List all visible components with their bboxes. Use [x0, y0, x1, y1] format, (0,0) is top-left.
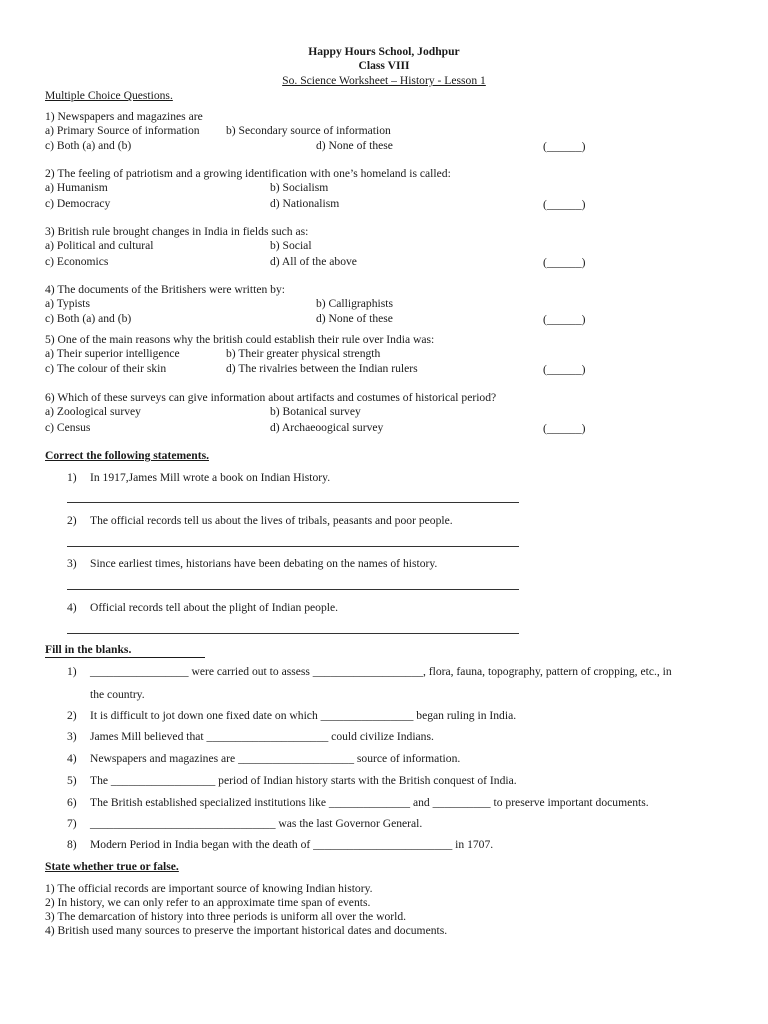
fill-number-1: 1) [67, 665, 77, 678]
answer-blank-6: (______) [543, 422, 586, 435]
mcq-option-6b: b) Botanical survey [270, 405, 361, 418]
fill-item-2: It is difficult to jot down one fixed date on which ________________ began ruling in India. [90, 709, 517, 722]
answer-blank-5: (______) [543, 363, 586, 376]
fill-number-5: 5) [67, 774, 77, 787]
mcq-option-5a: a) Their superior intelligence [45, 347, 180, 360]
mcq-question-6: 6) Which of these surveys can give information about artifacts and costumes of historical period? [45, 391, 497, 404]
answer-line-4 [67, 633, 519, 634]
fill-number-2: 2) [67, 709, 77, 722]
mcq-question-4: 4) The documents of the Britishers were written by: [45, 283, 285, 296]
mcq-question-3: 3) British rule brought changes in India in fields such as: [45, 225, 309, 238]
fill-number-3: 3) [67, 730, 77, 743]
correct-number-2: 2) [67, 514, 77, 527]
correct-number-3: 3) [67, 557, 77, 570]
true-false-item-3: 3) The demarcation of history into three periods is uniform all over the world. [45, 910, 407, 923]
school-name: Happy Hours School, Jodhpur [308, 45, 460, 58]
mcq-option-5b: b) Their greater physical strength [226, 347, 381, 360]
class-label: Class VIII [358, 59, 410, 72]
answer-line-3 [67, 589, 519, 590]
mcq-heading: Multiple Choice Questions. [45, 89, 173, 102]
answer-blank-2: (______) [543, 198, 586, 211]
fill-item-1: _________________ were carried out to assess ___________________, flora, fauna, topography, pattern of cropping, etc., in [90, 665, 672, 678]
correct-statement-3: Since earliest times, historians have been debating on the names of history. [90, 557, 438, 570]
true-false-item-4: 4) British used many sources to preserve the important historical dates and documents. [45, 924, 448, 937]
mcq-option-1a: a) Primary Source of information [45, 124, 200, 137]
mcq-option-3b: b) Social [270, 239, 312, 252]
mcq-option-3c: c) Economics [45, 255, 109, 268]
true-false-item-1: 1) The official records are important source of knowing Indian history. [45, 882, 373, 895]
correct-statement-4: Official records tell about the plight of Indian people. [90, 601, 339, 614]
answer-blank-1: (______) [543, 140, 586, 153]
mcq-option-2d: d) Nationalism [270, 197, 340, 210]
mcq-option-1c: c) Both (a) and (b) [45, 139, 132, 152]
mcq-option-6a: a) Zoological survey [45, 405, 141, 418]
fill-blanks-heading-text: Fill in the blanks. [45, 643, 205, 658]
fill-blanks-heading [45, 643, 205, 658]
answer-line-2 [67, 546, 519, 547]
mcq-option-3a: a) Political and cultural [45, 239, 154, 252]
mcq-option-4c: c) Both (a) and (b) [45, 312, 132, 325]
mcq-option-1d: d) None of these [316, 139, 393, 152]
worksheet-title: So. Science Worksheet – History - Lesson 1 [282, 74, 486, 87]
fill-item-6: The British established specialized institutions like ______________ and __________ to preserve important documents. [90, 796, 649, 809]
fill-number-8: 8) [67, 838, 77, 851]
mcq-option-2a: a) Humanism [45, 181, 108, 194]
correct-statement-2: The official records tell us about the lives of tribals, peasants and poor people. [90, 514, 453, 527]
mcq-option-4b: b) Calligraphists [316, 297, 393, 310]
mcq-option-3d: d) All of the above [270, 255, 357, 268]
correct-number-1: 1) [67, 471, 77, 484]
mcq-option-1b: b) Secondary source of information [226, 124, 391, 137]
fill-item-7: ________________________________ was the last Governor General. [90, 817, 423, 830]
correct-statement-1: In 1917,James Mill wrote a book on Indian History. [90, 471, 331, 484]
mcq-option-5d: d) The rivalries between the Indian rulers [226, 362, 418, 375]
fill-item-5: The __________________ period of Indian history starts with the British conquest of India. [90, 774, 517, 787]
fill-number-7: 7) [67, 817, 77, 830]
mcq-option-6d: d) Archaeoogical survey [270, 421, 384, 434]
mcq-option-2b: b) Socialism [270, 181, 329, 194]
mcq-question-5: 5) One of the main reasons why the british could establish their rule over India was: [45, 333, 435, 346]
fill-item-1-cont: the country. [90, 688, 145, 701]
correct-number-4: 4) [67, 601, 77, 614]
mcq-option-5c: c) The colour of their skin [45, 362, 167, 375]
fill-number-4: 4) [67, 752, 77, 765]
true-false-item-2: 2) In history, we can only refer to an approximate time span of events. [45, 896, 371, 909]
true-false-heading: State whether true or false. [45, 860, 179, 873]
mcq-option-2c: c) Democracy [45, 197, 111, 210]
mcq-option-4d: d) None of these [316, 312, 393, 325]
mcq-question-2: 2) The feeling of patriotism and a growing identification with one’s homeland is called: [45, 167, 451, 180]
mcq-question-1: 1) Newspapers and magazines are [45, 110, 203, 123]
mcq-option-6c: c) Census [45, 421, 91, 434]
fill-item-4: Newspapers and magazines are ____________________ source of information. [90, 752, 461, 765]
fill-number-6: 6) [67, 796, 77, 809]
answer-line-1 [67, 502, 519, 503]
fill-item-3: James Mill believed that _____________________ could civilize Indians. [90, 730, 434, 743]
correct-statements-heading: Correct the following statements. [45, 449, 209, 462]
answer-blank-3: (______) [543, 256, 586, 269]
answer-blank-4: (______) [543, 313, 586, 326]
fill-item-8: Modern Period in India began with the death of ________________________ in 1707. [90, 838, 494, 851]
mcq-option-4a: a) Typists [45, 297, 91, 310]
